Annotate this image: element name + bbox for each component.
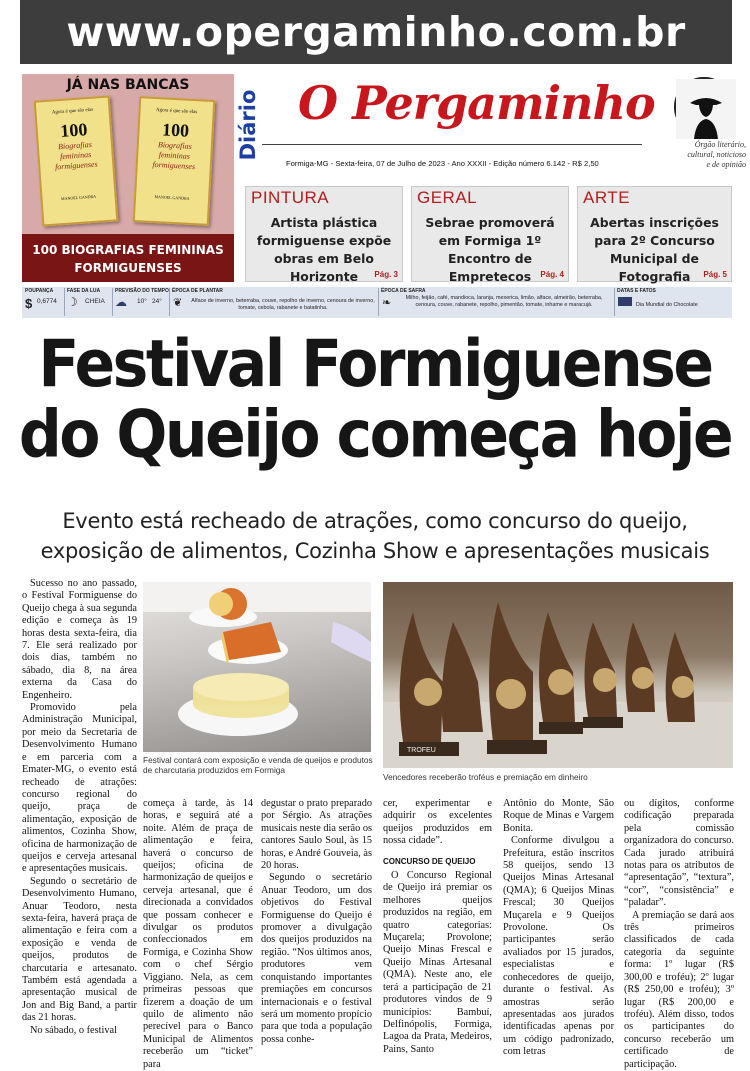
trophy-base-label: TROFEU — [407, 747, 436, 754]
promo-footer: 100 BIOGRAFIAS FEMININAS FORMIGUENSES — [22, 234, 234, 282]
article-column-2: começa à tarde, às 14 horas, e seguirá até a noite. Além de praça de alimentação e feira, haverá o concurso de queijos; oficina de harmonização de queijos e cerveja artesanal, que é direcionada a convidados que possam conhecer e divulgar os produtos confeccionados em Formiga, e Cozinha Show com o chef Sérgio Viggiano. Nela, as cem primeiras pessoas que fizerem a doação de um quilo de alimento não perecível para o Banco Municipal de Alimentos receberão um “ticket” para — [143, 798, 253, 1070]
dateline: Formiga-MG - Sexta-feira, 07 de Julho de 2023 - Ano XXXII - Edição número 6.142 - R$ 2,50 — [286, 159, 599, 168]
photo-caption-2: Vencedores receberão troféus e premiação em dinheiro — [383, 772, 588, 782]
teaser-pintura[interactable] — [245, 186, 403, 282]
promo-header: JÁ NAS BANCAS — [66, 77, 190, 93]
moon-icon: ☽ — [67, 295, 78, 309]
silhouette-emblem-icon — [674, 77, 734, 137]
lua-value: CHEIA — [85, 298, 105, 305]
teaser-geral[interactable] — [411, 186, 569, 282]
diario-label: Diário — [236, 89, 260, 161]
photo-caption-1: Festival contará com exposição e venda de queijos e produtos de charcutaria produzidos em Formiga — [143, 755, 373, 775]
poupanca-label: POUPANÇA — [25, 288, 54, 294]
article-column-5: Antônio do Monte, São Roque de Minas e Vargem Bonita. Conforme divulgou a Prefeitura, estão inscritos 58 queijos, sendo 13 Queijos Minas Artesanal (QMA); 6 Queijos Minas Frescal; 30 Queijos Muçarela e 9 Queijos Provolone. Os participantes serão avaliados por 15 jurados, especialistas e conhecedores de queijo, durante o festival. As amostras serão apresentadas aos jurados identificadas apenas por um código padronizado, com letras — [503, 798, 614, 1058]
site-url[interactable]: www.opergaminho.com.br — [66, 8, 686, 56]
teaser-headline[interactable]: Abertas inscrições para 2º Concurso Municipal de Fotografia — [590, 215, 719, 284]
datas-label: DATAS E FATOS — [617, 288, 656, 294]
teaser-section: PINTURA — [251, 188, 330, 207]
teaser-section: ARTE — [583, 188, 631, 207]
tempo-min: 10° — [137, 298, 147, 305]
teaser-page: Pág. 3 — [374, 270, 398, 279]
trophies-photo — [383, 582, 733, 768]
cheese-photo — [143, 582, 371, 752]
article-subtitle: Evento está recheado de atrações, como concurso do queijo, exposição de alimentos, Cozinha Show e apresentações musicais — [40, 509, 710, 563]
article-column-1: Sucesso no ano passado, o Festival Formiguense do Queijo chega à sua segunda edição e começa às 19 horas desta sexta-feira, dia 7. Ele será realizado por dois dias, também no sábado, dia 8, na área externa da Casa do Engenheiro. Promovido pela Administração Municipal, por meio da Secretaria de Desenvolvimento Humano e em parceria com a Emater-MG, o evento está recheado de atrações: concurso regional do queijo, praça de alimentação, exposição de alimentos, Cozinha Show, oficina de harmonização de queijos e cerveja artesanal e apresentações musicais. Segundo o secretário de Desenvolvimento Humano, Anuar Teodoro, nesta sexta-feira, haverá praça de alimentação e feira com a exposição e venda de queijos, produtos de charcutaria e artesanato. Também está agendada a apresentação musical de Jon and Big Band, a partir das 21 horas. No sábado, o festival — [22, 578, 137, 1036]
newspaper-title: O Pergaminho — [298, 76, 655, 130]
masthead-rule — [262, 144, 642, 145]
plant-icon: ❧ — [382, 297, 392, 309]
book-cover-right: Agora é que são elas 100 Biografias femininas formiguenses MANOEL GANDRA — [133, 96, 215, 226]
article-column-4: cer, experimentar e adquirir os excelentes queijos produzidos em nossa cidade”. CONCURSO DE QUEIJO O Concurso Regional de Queijo irá premiar os melhores queijos produzidos na região, em quatro categorias: Muçarela; Provolone; Queijo Minas Frescal e Queijo Minas Artesanal (QMA). Neste ano, ele terá a participação de 21 produtores vindos de 9 municípios: Bambuí, Delfinópolis, Formiga, Lagoa da Prata, Medeiros, Pains, Santo — [383, 798, 492, 1055]
safra-label: ÉPOCA DE SAFRA — [381, 288, 426, 294]
teaser-page: Pág. 5 — [703, 270, 727, 279]
safra-text: Milho, feijão, café, mandioca, laranja, mexerica, limão, alface, almeirão, beterraba, cenoura, couve, rabanete, repolho, pimentão, tomate, inhame e maracujá. — [405, 295, 603, 308]
motto: Órgão literário, cultural, noticioso e de opinião — [687, 140, 746, 169]
teaser-page: Pág. 4 — [540, 270, 564, 279]
plantar-label: ÉPOCA DE PLANTAR — [172, 288, 223, 294]
datas-text: Dia Mundial do Chocolate — [636, 302, 698, 308]
teaser-headline[interactable]: Artista plástica formiguense expõe obras em Belo Horizonte — [256, 215, 392, 284]
article-column-6: ou dígitos, conforme codificação preparada pela comissão organizadora do concurso. Cada jurado atribuirá notas para os atributos de “apresentação”, “textura”, “cor”, “consistência” e “paladar”. A premiação se dará aos três primeiros classificados de cada categoria da seguinte forma: 1º lugar (R$ 300,00 e troféu); 2º lugar (R$ 250,00 e troféu); 3º lugar (R$ 200,00 e troféu). Além disso, todos os participantes do concurso receberão um certificado de participação. — [624, 798, 734, 1070]
teaser-headline[interactable]: Sebrae promoverá em Formiga 1º Encontro de Empretecos — [425, 215, 555, 284]
site-url-banner — [20, 0, 732, 64]
tempo-label: PREVISÃO DO TEMPO — [115, 288, 169, 294]
promo-box[interactable] — [22, 74, 234, 282]
sprout-icon: ❦ — [173, 297, 183, 309]
lua-label: FASE DA LUA — [67, 288, 101, 294]
article-headline: Festival Formiguense do Queijo começa hoje — [18, 326, 732, 473]
teaser-section: GERAL — [417, 188, 478, 207]
info-bar — [22, 287, 732, 318]
book-cover-left: Agora é que são elas 100 Biografias femininas formiguenses MANOEL GANDRA — [34, 96, 119, 227]
tempo-max: 24° — [152, 298, 162, 305]
teaser-arte[interactable] — [577, 186, 732, 282]
poupanca-value: 0,6774 — [37, 298, 57, 305]
flag-icon — [618, 297, 632, 306]
dollar-icon: $ — [25, 296, 33, 311]
plantar-text: Alface de inverno, beterraba, couve, repolho de inverno, cenoura de inverno, tomate, cebola, rabanete e batatinha. — [191, 298, 375, 311]
article-column-3: degustar o prato preparado por Sérgio. As atrações musicais neste dia serão os cantores Saulo Soul, às 15 horas, e André Gouveia, às 20 horas. Segundo o secretário Anuar Teodoro, um dos objetivos do Festival Formiguense do Queijo é promover a divulgação dos queijos produzidos na região. “Nos últimos anos, produtores vem conquistando importantes premiações em concursos internacionais e o festival será um momento propício para que toda a população possa conhe- — [261, 798, 372, 1045]
cloud-icon: ☁ — [115, 295, 127, 309]
subhead-concurso: CONCURSO DE QUEIJO — [383, 856, 476, 866]
